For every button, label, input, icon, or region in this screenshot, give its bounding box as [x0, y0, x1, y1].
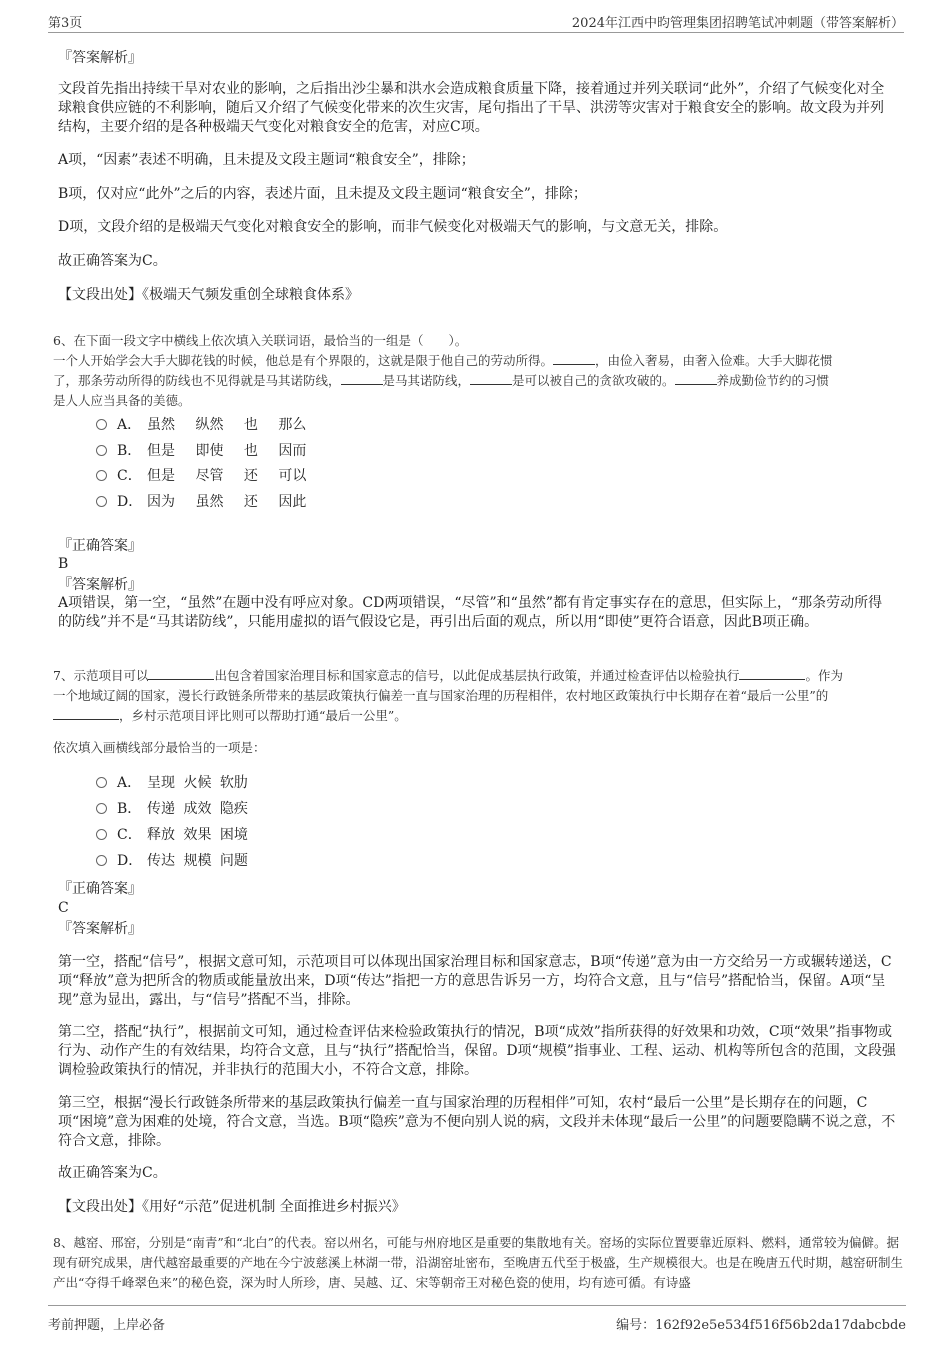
question-6-option-c[interactable]: C． 但是 尽管 还 可以: [96, 466, 306, 486]
analysis-paragraph-3: 第三空，根据“漫长行政链条所带来的基层政策执行偏差一直与国家治理的历程相伴”可知，农村“最后一公里”是长期存在的问题，C项“困境”意为困难的处境，符合文意，当选。B项“隐疾”意为不便向别人说的病，文段并未体现“最后一公里”的问题要隐瞒不说之意，不符合文意，排除。: [58, 1095, 896, 1149]
document-title: 2024年江西中昀管理集团招聘笔试冲刺题（带答案解析）: [571, 16, 904, 31]
correct-answer-label: 『正确答案』: [58, 538, 142, 554]
radio-icon[interactable]: [96, 855, 107, 866]
question-7-prompt: 依次填入画横线部分最恰当的一项是：: [53, 740, 266, 755]
question-7-option-b[interactable]: B． 传递 成效 隐疾: [96, 799, 248, 819]
analysis-paragraph: A项错误，第一空，“虽然”在题中没有呼应对象。CD两项错误，“尽管”和“虽然”都有肯定事实存在的意思，但实际上，“那条劳动所得的防线”并不是“马其诺防线”，只能用虚拟的语气假设它是，再引出后面的观点，所以用“即使”更符合语意，因此B项正确。: [58, 595, 883, 630]
question-6-passage: 一个人开始学会大手大脚花钱的时候，他总是有个界限的，这就是限于他自己的劳动所得。 ，由俭入奢易，由奢入俭难。大手大脚花惯 了，那条劳动所得的防线也不见得就是马其诺防线， 是马其诺防线， 是可以被自己的贪欲攻破的。 养成勤俭节约的习惯 是人人应当具备的美德。: [53, 353, 833, 408]
question-6-stem: 6、在下面一段文字中横线上依次填入关联词语，最恰当的一组是（ ）。: [53, 333, 468, 348]
question-7-option-d[interactable]: D． 传达 规模 问题: [96, 851, 248, 871]
analysis-paragraph-1: 第一空，搭配“信号”，根据文意可知，示范项目可以体现出国家治理目标和国家意志，B项“传递”意为由一方交给另一方或辗转递送，C项“释放”意为把所含的物质或能量放出来，D项“传达”指把一方的意思告诉另一方，均符合文意，且与“信号”搭配恰当，保留。A项“呈现”意为显出，露出，与“信号”搭配不当，排除。: [58, 954, 892, 1008]
analysis-label: 『答案解析』: [58, 577, 142, 593]
analysis-label: 『答案解析』: [58, 921, 142, 937]
radio-icon[interactable]: [96, 777, 107, 788]
analysis-option-a: A项，“因素”表述不明确，且未提及文段主题词“粮食安全”，排除；: [58, 152, 475, 168]
document-code: 编号：162f92e5e534f516f56b2da17dabcbde: [616, 1318, 906, 1333]
radio-icon[interactable]: [96, 803, 107, 814]
analysis-option-b: B项，仅对应“此外”之后的内容，表述片面，且未提及文段主题词“粮食安全”，排除；: [58, 186, 587, 202]
question-8-stem: 8、越窑、邢窑，分别是“南青”和“北白”的代表。窑以州名，可能与州府地区是重要的集散地有关。窑场的实际位置要靠近原料、燃料，通常较为偏僻。据现有研究成果，唐代越窑最重要的产地在今宁波慈溪上林湖一带，沿湖窑址密布，至晚唐五代至于极盛，生产规模很大。也是在晚唐五代时期，越窑研制生产出“夺得千峰翠色来”的秘色瓷，深为时人所珍，唐、吴越、辽、宋等朝帝王对秘色瓷的使用，均有迹可循。有诗盛: [53, 1235, 904, 1290]
question-6-option-b[interactable]: B． 但是 即使 也 因而: [96, 441, 306, 461]
page-footer: [48, 1305, 906, 1336]
correct-answer: B: [58, 556, 69, 572]
radio-icon[interactable]: [96, 496, 107, 507]
source: 【文段出处】《极端天气频发重创全球粮食体系》: [58, 287, 359, 303]
radio-icon[interactable]: [96, 445, 107, 456]
radio-icon[interactable]: [96, 419, 107, 430]
analysis-label: 『答案解析』: [58, 50, 142, 66]
correct-answer: C: [58, 900, 69, 916]
question-6-option-d[interactable]: D． 因为 虽然 还 因此: [96, 492, 306, 512]
analysis-paragraph: 文段首先指出持续干旱对农业的影响，之后指出沙尘暴和洪水会造成粮食质量下降，接着通过并列关联词“此外”，介绍了气候变化对全球粮食供应链的不利影响，随后又介绍了气候变化带来的次生灾害，尾句指出了干旱、洪涝等灾害对于粮食安全的影响。故文段为并列结构，主要介绍的是各种极端天气变化对粮食安全的危害，对应C项。: [58, 81, 885, 135]
question-7-stem: 7、示范项目可以 出包含着国家治理目标和国家意志的信号，以此促成基层执行政策，并通过检查评估以检验执行 。作为 一个地域辽阔的国家，漫长行政链条所带来的基层政策执行偏差一直与国家治理的历程相伴，农村地区政策执行中长期存在着“最后一公里”的 ，乡村示范项目评比则可以帮助打通“最后一公里”。: [53, 668, 843, 723]
analysis-paragraph-2: 第二空，搭配“执行”，根据前文可知，通过检查评估来检验政策执行的情况，B项“成效”指所获得的好效果和功效，C项“效果”指事物或行为、动作产生的有效结果，均符合文意，且与“执行”搭配恰当，保留。D项“规模”指事业、工程、运动、机构等所包含的范围，文段强调检验政策执行的情况，并非执行的范围大小，不符合文意，排除。: [58, 1024, 896, 1078]
page-number: 第3页: [48, 16, 83, 31]
conclusion: 故正确答案为C。: [58, 1165, 167, 1181]
question-7-option-a[interactable]: A． 呈现 火候 软肋: [96, 773, 248, 793]
radio-icon[interactable]: [96, 470, 107, 481]
footer-slogan: 考前押题，上岸必备: [48, 1318, 166, 1333]
correct-answer-label: 『正确答案』: [58, 881, 142, 897]
source: 【文段出处】《用好“示范”促进机制 全面推进乡村振兴》: [58, 1199, 406, 1215]
analysis-option-d: D项，文段介绍的是极端天气变化对粮食安全的影响，而非气候变化对极端天气的影响，与文意无关，排除。: [58, 219, 728, 235]
page-header: [48, 10, 904, 33]
question-6-option-a[interactable]: A． 虽然 纵然 也 那么: [96, 415, 306, 435]
radio-icon[interactable]: [96, 829, 107, 840]
question-7-option-c[interactable]: C． 释放 效果 困境: [96, 825, 248, 845]
conclusion: 故正确答案为C。: [58, 253, 167, 269]
